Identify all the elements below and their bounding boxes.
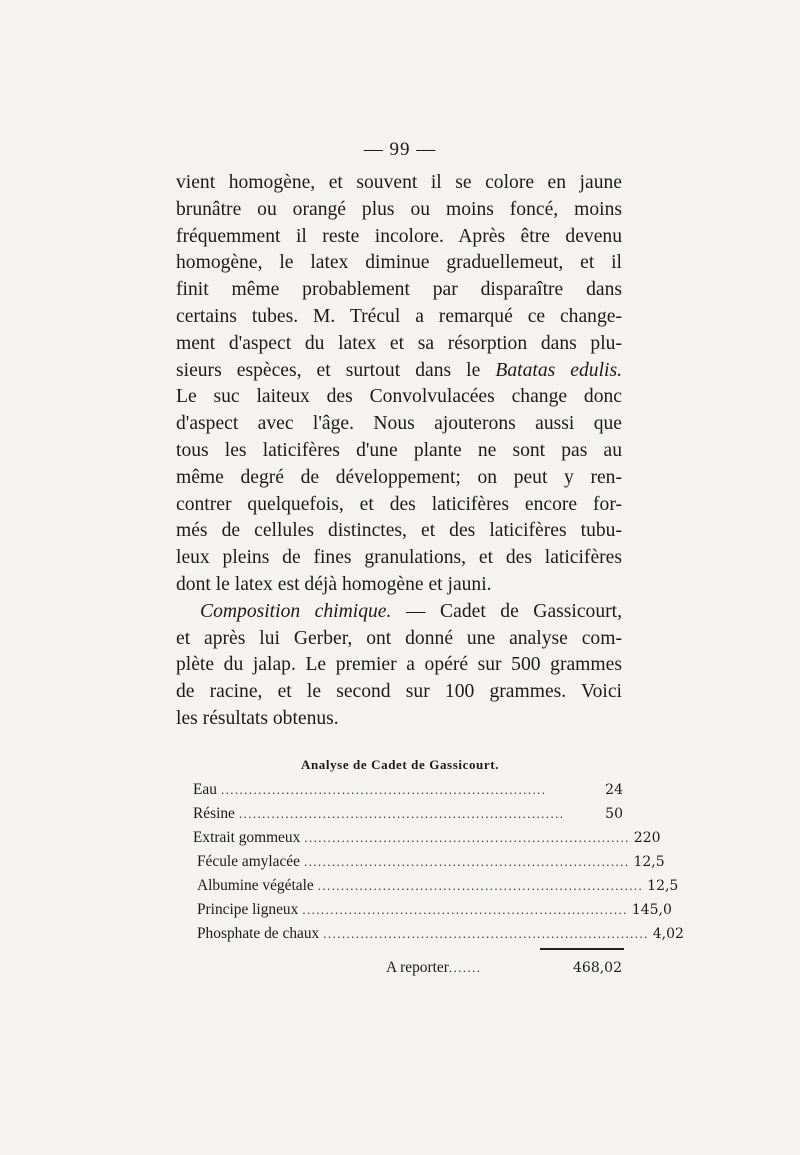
row-value: 4,02	[652, 926, 684, 942]
leader-dots: ......................................................................	[317, 878, 644, 893]
table-row	[193, 898, 672, 922]
table-row	[193, 874, 679, 898]
text-line: vient homogène, et souvent il se colore en jaune	[176, 172, 622, 193]
table-row	[193, 778, 623, 802]
text-line: de racine, et le second sur 100 grammes. Voici	[176, 681, 622, 703]
sum-rule	[540, 948, 624, 950]
row-label: Résine	[193, 805, 235, 822]
table-row	[193, 826, 661, 850]
leader-dots: ......................................................................	[238, 806, 565, 821]
text-line: homogène, le latex diminue graduellemeut, et il	[176, 252, 622, 274]
text-line: leux pleins de fines granulations, et des laticifères	[176, 547, 622, 569]
row-value: 220	[633, 830, 661, 846]
row-value: 50	[605, 806, 623, 822]
leader-dots: ......................................................................	[303, 854, 630, 869]
row-label: Principe ligneux	[197, 901, 299, 918]
text-line: més de cellules distinctes, et des laticifères tubu-	[176, 520, 622, 542]
body-text	[176, 170, 622, 733]
table-row	[193, 850, 665, 874]
table-row	[193, 802, 623, 826]
text-line: plète du jalap. Le premier a opéré sur 500 grammes	[176, 654, 622, 676]
total-value: 468,02	[573, 960, 622, 976]
species-name: Batatas edulis.	[495, 359, 622, 381]
row-label: Phosphate de chaux	[197, 925, 320, 942]
leader-dots: .......	[448, 960, 482, 975]
text-line: même degré de développement; on peut y ren-	[176, 466, 622, 488]
row-value: 145,0	[631, 902, 672, 918]
text-line: certains tubes. M. Trécul a remarqué ce change-	[176, 305, 622, 327]
leader-dots: ......................................................................	[302, 902, 628, 917]
text-line: tous les laticifères d'une plante ne sont pas au	[176, 439, 622, 461]
text-line: fréquemment il reste incolore. Après être devenu	[176, 225, 622, 247]
text-line: finit même probablement par disparaître dans	[176, 279, 622, 301]
row-value: 12,5	[633, 854, 665, 870]
leader-dots: ......................................................................	[304, 830, 630, 845]
text-line: dont le latex est déjà homogène et jauni.	[176, 573, 492, 595]
row-label: Extrait gommeux	[193, 829, 301, 846]
text-line	[176, 599, 622, 626]
analysis-table	[193, 778, 684, 946]
text-line: d'aspect avec l'âge. Nous ajouterons aussi que	[176, 413, 622, 435]
text-line: les résultats obtenus.	[176, 707, 339, 729]
text-line: brunâtre ou orangé plus ou moins foncé, moins	[176, 198, 622, 220]
row-label: Fécule amylacée	[197, 853, 300, 870]
text-fragment: sieurs espèces, et surtout dans le	[176, 359, 481, 381]
text-line	[176, 358, 622, 385]
leader-dots: ......................................................................	[323, 926, 649, 941]
row-label: Eau	[193, 781, 217, 798]
total-row	[386, 959, 622, 977]
table-title: Analyse de Cadet de Gassicourt.	[300, 757, 500, 772]
total-label: A reporter	[386, 959, 449, 976]
row-label: Albumine végétale	[197, 877, 314, 894]
text-fragment: — Cadet de Gassicourt,	[405, 600, 622, 622]
text-line: contrer quelquefois, et des laticifères encore for-	[176, 493, 622, 515]
table-row	[193, 922, 684, 946]
text-line: et après lui Gerber, ont donné une analyse com-	[176, 627, 622, 649]
leader-dots: ......................................................................	[220, 782, 547, 797]
row-value: 24	[605, 782, 623, 798]
text-line: Le suc laiteux des Convolvulacées change donc	[176, 386, 622, 408]
section-heading: Composition chimique.	[200, 600, 392, 622]
text-line: ment d'aspect du latex et sa résorption dans plu-	[176, 332, 622, 354]
row-value: 12,5	[647, 878, 679, 894]
page-number: — 99 —	[363, 139, 437, 160]
